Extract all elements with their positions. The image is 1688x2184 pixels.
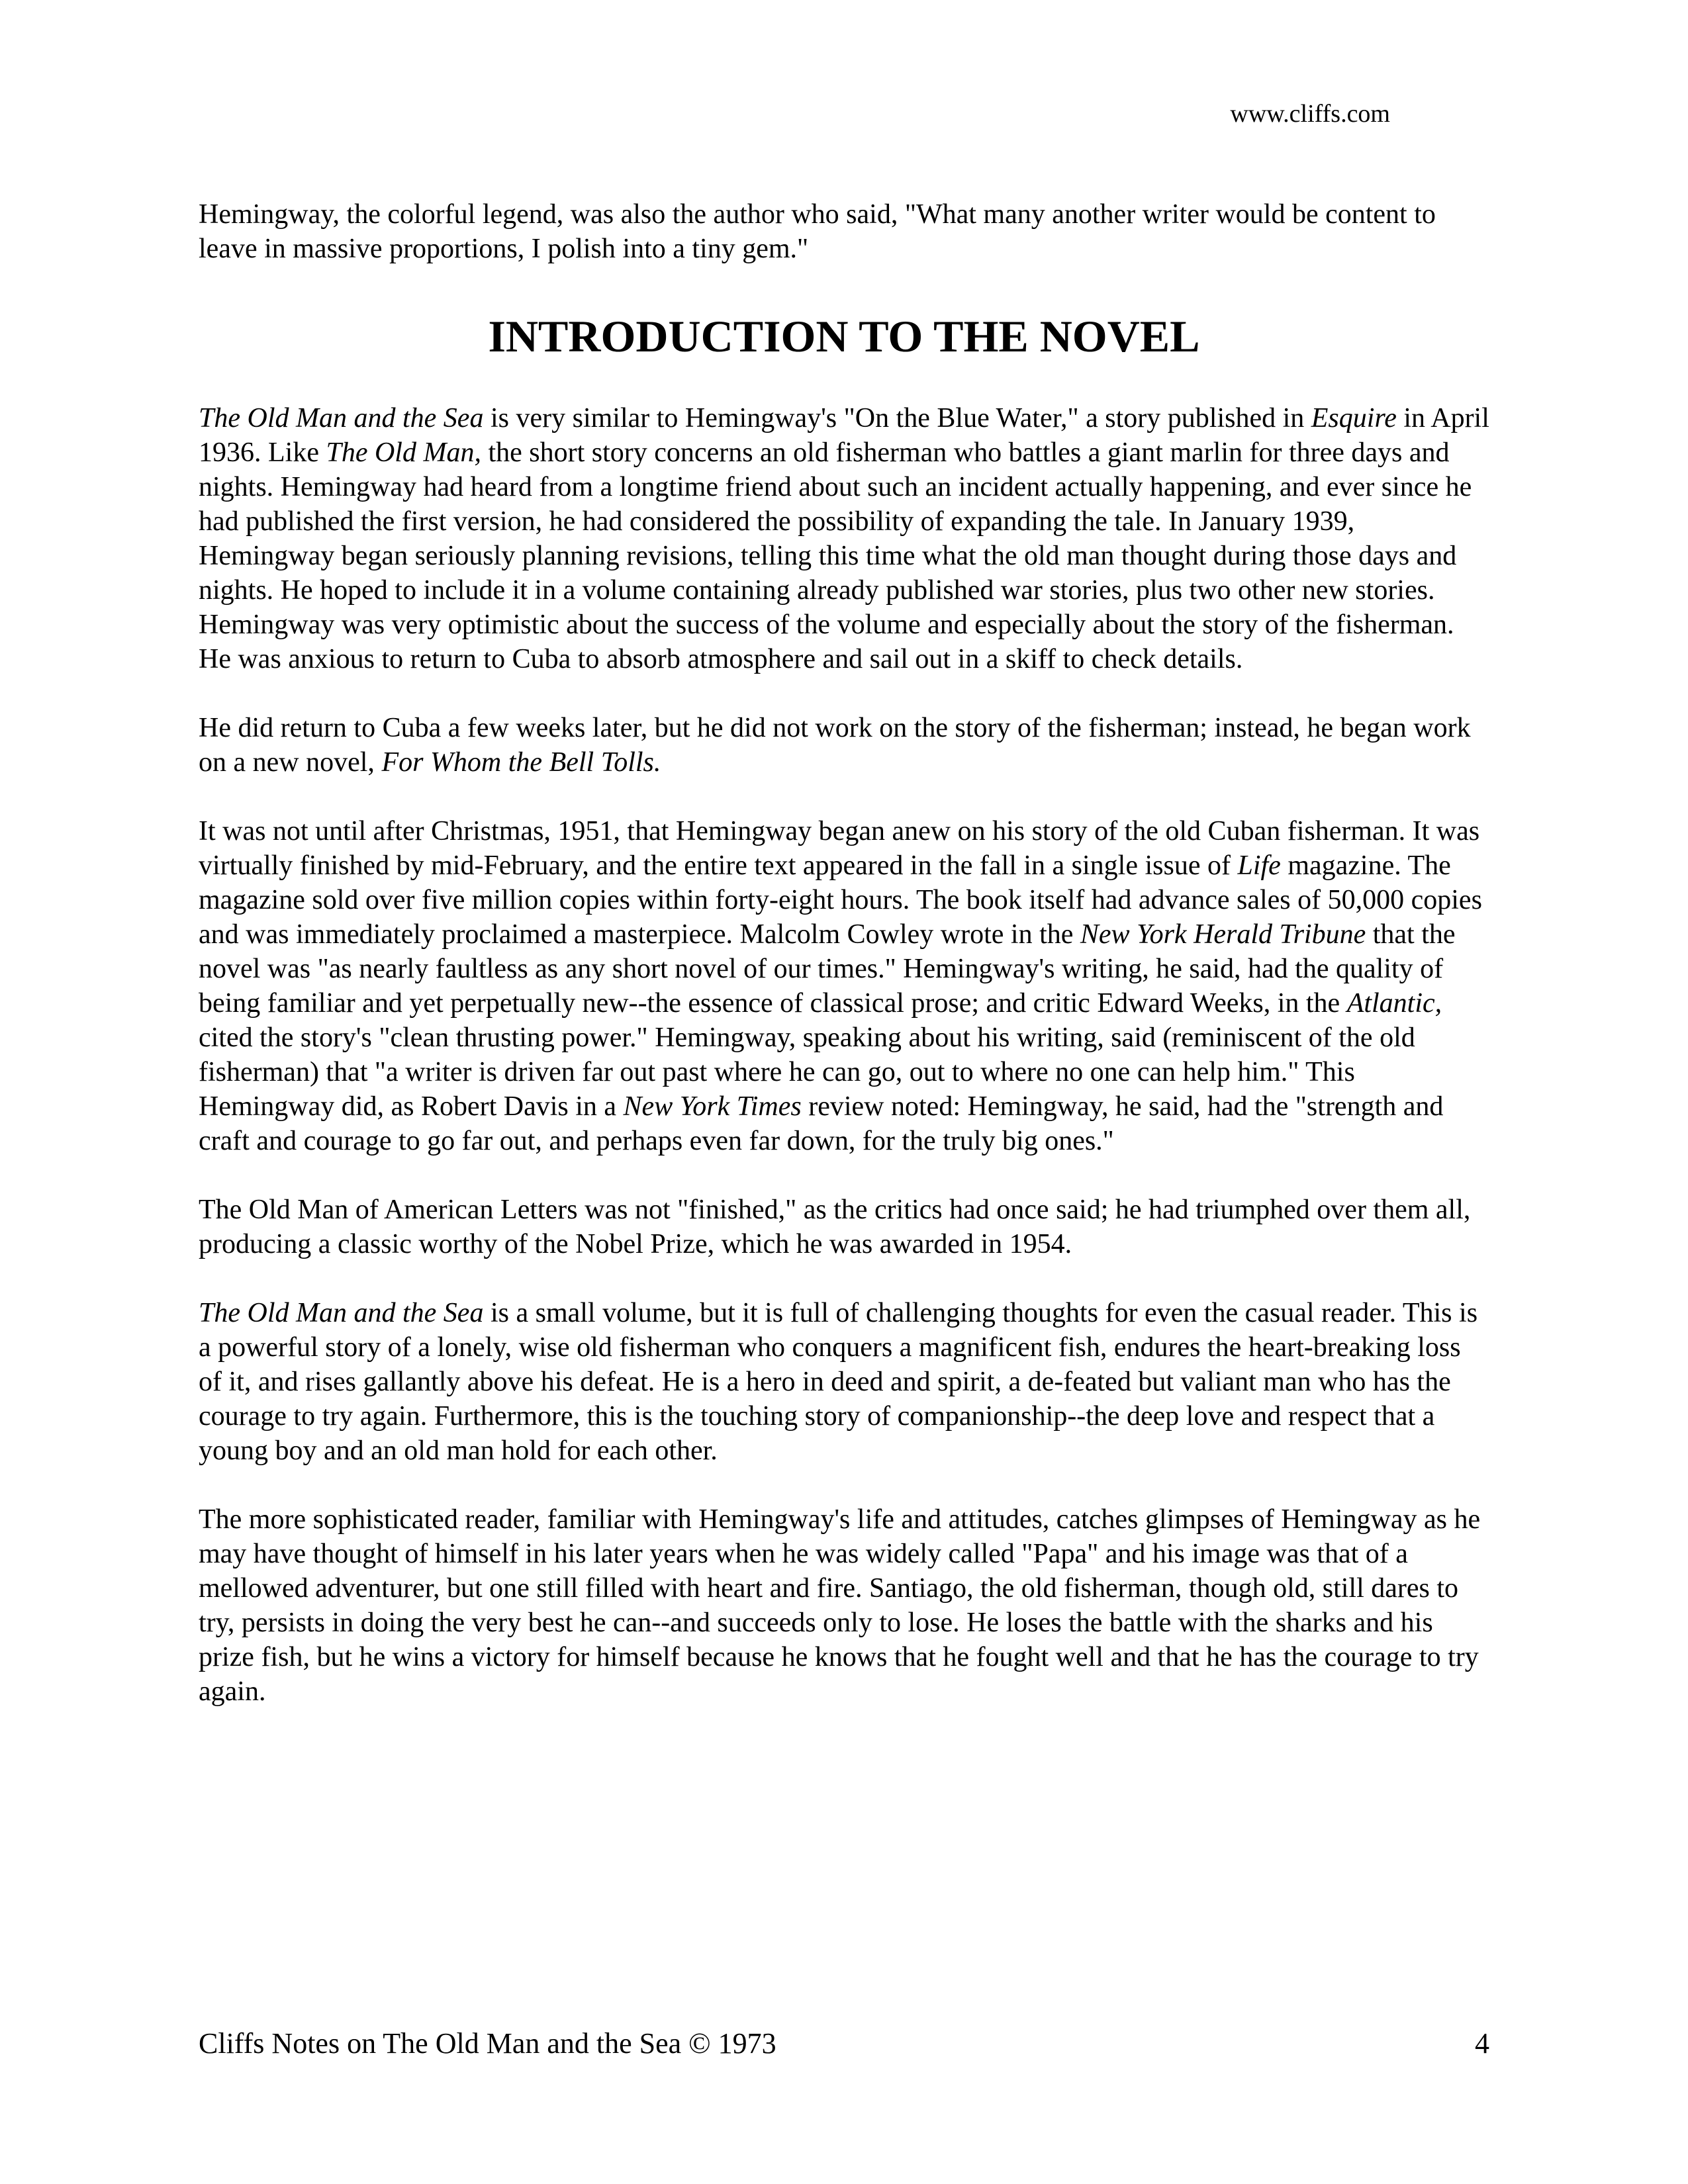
paragraph-text: He did return to Cuba a few weeks later, but he did not work on the story of the fisherman; instead, he began work on a new novel, (199, 713, 1471, 778)
magazine-title: Esquire (1311, 403, 1397, 433)
newspaper-title: New York Herald Tribune (1080, 919, 1366, 950)
book-title: The Old Man and the Sea (199, 1298, 484, 1328)
paragraph-text: the short story concerns an old fisherman who battles a giant marlin for three days and nights. Hemingway had heard from a longtime friend about such an incident actually happening, and ever since he had published the first version, he had considered the possibility of expanding the tale. In January 1939, Hemingway began seriously planning revisions, telling this time what the old man thought during those days and nights. He hoped to include it in a volume containing already published war stories, plus two other new stories. Hemingway was very optimistic about the success of the volume and especially about the story of the fisherman. He was anxious to return to Cuba to absorb atmosphere and sail out in a skiff to check details. (199, 437, 1472, 674)
magazine-title: Atlantic, (1346, 988, 1442, 1019)
paragraph-4: The Old Man of American Letters was not "finished," as the critics had once said; he had triumphed over them all, producing a classic worthy of the Nobel Prize, which he was awarded in 1954. (199, 1195, 1471, 1259)
header-url: www.cliffs.com (1230, 100, 1390, 128)
paragraph-text: It was not until after Christmas, 1951, that Hemingway began anew on his story of the old Cuban fisherman. It was virtually finished by mid-February, and the entire text appeared in the fall in a single issue of (199, 816, 1480, 881)
page-content (199, 197, 1489, 1709)
paragraph-text: that the novel was "as nearly faultless as any short novel of our times." Hemingway's writing, he said, had the quality of being familiar and yet perpetually new--the essence of classical prose; and critic Edward Weeks, in the (199, 919, 1456, 1019)
paragraph-text: magazine. The magazine sold over five million copies within forty-eight hours. The book itself had advance sales of 50,000 copies and was immediately proclaimed a masterpiece. Malcolm Cowley wrote in the (199, 850, 1482, 950)
paragraph-5 (199, 1296, 1489, 1468)
page-number: 4 (1475, 2027, 1489, 2060)
paragraph-text: cited the story's "clean thrusting power." Hemingway, speaking about his writing, said (reminiscent of the old fisherman) that "a writer is driven far out past where he can go, out to where no one can help him." This Hemingway did, as Robert Davis in a (199, 1023, 1415, 1122)
footer-title: Cliffs Notes on The Old Man and the Sea © 1973 (199, 2027, 776, 2060)
section-heading: INTRODUCTION TO THE NOVEL (488, 311, 1200, 361)
magazine-title: Life (1237, 850, 1281, 881)
paragraph-3 (199, 814, 1489, 1158)
book-title: For Whom the Bell Tolls. (381, 747, 661, 778)
paragraph-text: review noted: Hemingway, he said, had the "strength and craft and courage to go far out, and perhaps even far down, for the truly big ones." (199, 1091, 1444, 1156)
newspaper-title: New York Times (623, 1091, 802, 1122)
book-title: The Old Man, (326, 437, 481, 468)
paragraph-text: is very similar to Hemingway's "On the Blue Water," a story published in (483, 403, 1311, 433)
paragraph-1 (199, 401, 1489, 676)
intro-paragraph: Hemingway, the colorful legend, was also the author who said, "What many another writer would be content to leave in massive proportions, I polish into a tiny gem." (199, 199, 1436, 264)
paragraph-text: in April 1936. Like (199, 403, 1489, 468)
book-title: The Old Man and the Sea (199, 403, 484, 433)
paragraph-6: The more sophisticated reader, familiar with Hemingway's life and attitudes, catches glimpses of Hemingway as he may have thought of himself in his later years when he was widely called "Papa" and his image was that of a mellowed adventurer, but one still filled with heart and fire. Santiago, the old fisherman, though old, still dares to try, persists in doing the very best he can--and succeeds only to lose. He loses the battle with the sharks and his prize fish, but he wins a victory for himself because he knows that he fought well and that he has the courage to try again. (199, 1504, 1481, 1707)
paragraph-text: is a small volume, but it is full of challenging thoughts for even the casual reader. This is a powerful story of a lonely, wise old fisherman who conquers a magnificent fish, endures the heart-breaking loss of it, and rises gallantly above his defeat. He is a hero in deed and spirit, a de-feated but valiant man who has the courage to try again. Furthermore, this is the touching story of companionship--the deep love and respect that a young boy and an old man hold for each other. (199, 1298, 1478, 1466)
paragraph-2 (199, 711, 1489, 780)
